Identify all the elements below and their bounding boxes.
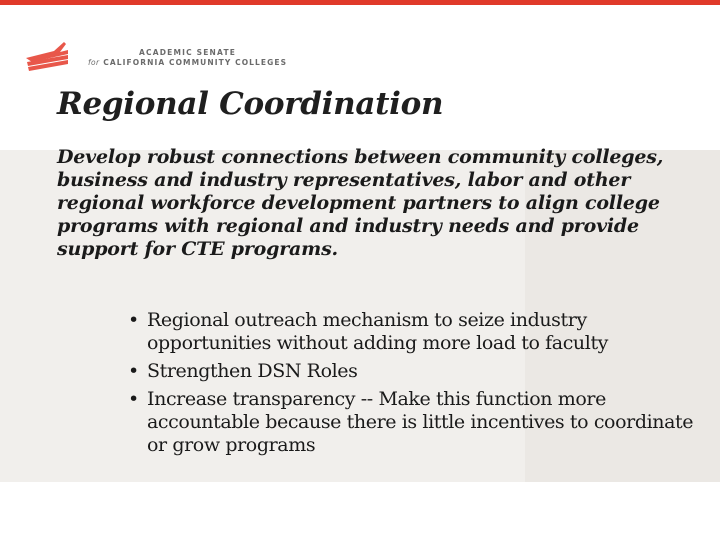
org-name-line1: ACADEMIC SENATE xyxy=(139,48,237,57)
bullet-item xyxy=(128,388,698,457)
academic-senate-logo-icon xyxy=(24,38,74,72)
bullet-text: Increase transparency -- Make this function more accountable because there is little incentives to coordinate or grow programs xyxy=(147,388,694,456)
bullet-item xyxy=(128,309,698,355)
organization-name xyxy=(88,48,287,68)
org-name-line2 xyxy=(88,58,287,68)
bullet-text: Regional outreach mechanism to seize industry opportunities without adding more load to faculty xyxy=(147,309,609,354)
top-accent-bar xyxy=(0,0,720,5)
slide-title: Regional Coordination xyxy=(57,86,444,122)
slide-intro: Develop robust connections between community colleges, business and industry representatives, labor and other regional workforce development partners to align college programs with regional and industry needs and provide support for CTE programs. xyxy=(57,146,664,260)
bullet-item xyxy=(128,360,698,383)
org-name-prefix: for xyxy=(88,58,100,67)
org-name-main: CALIFORNIA COMMUNITY COLLEGES xyxy=(103,58,288,67)
bullet-icon: • xyxy=(128,388,139,410)
bullet-icon: • xyxy=(128,309,139,331)
bullet-icon: • xyxy=(128,360,139,382)
bullet-list xyxy=(128,309,698,462)
bullet-text: Strengthen DSN Roles xyxy=(147,360,358,382)
